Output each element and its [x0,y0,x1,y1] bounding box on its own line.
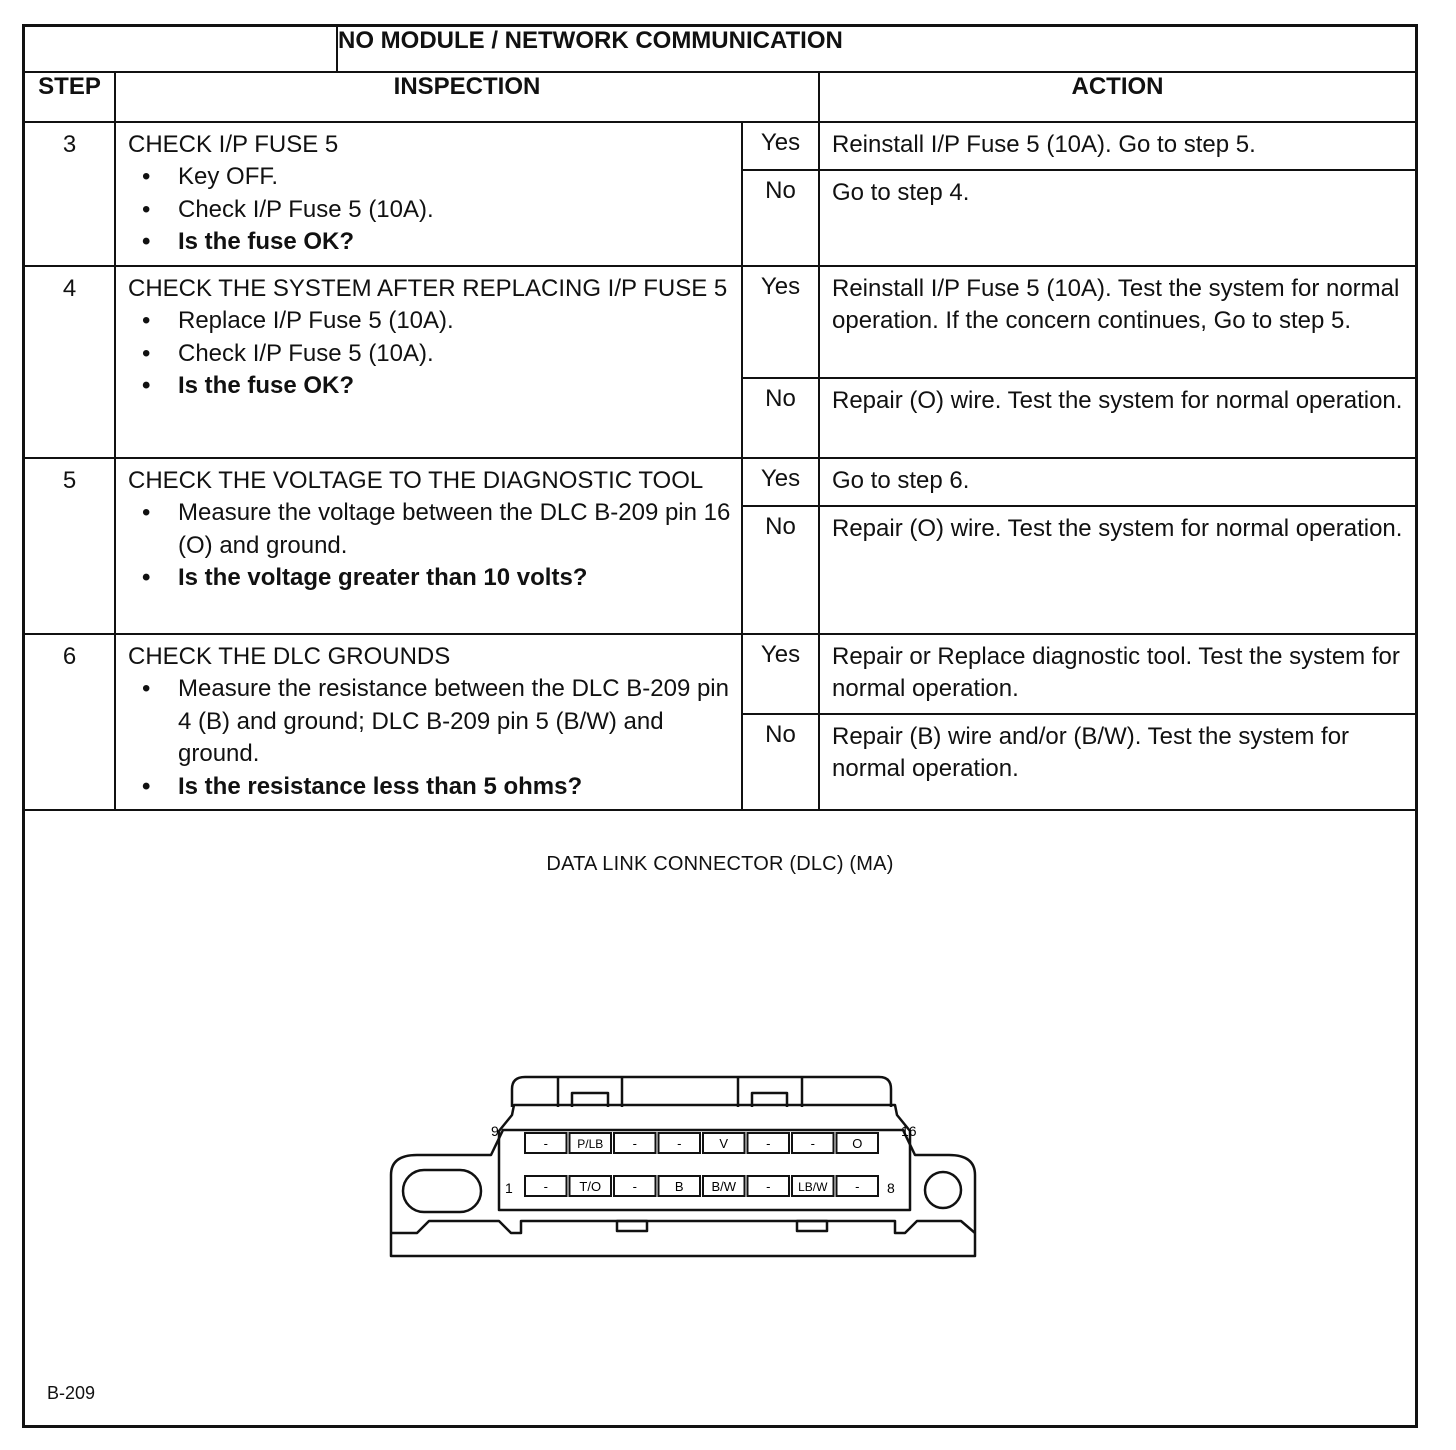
inspection-bullet: • Measure the resistance between the DLC B-209 pin 4 (B) and ground; DLC B-209 pin 5 (B/W) and ground. [128,673,733,770]
figure-title: DATA LINK CONNECTOR (DLC) (MA) [546,853,894,875]
bottom-tab [797,1221,827,1231]
yes-action: Go to step 6. [819,458,1415,506]
no-label: No [742,506,819,634]
inspection-cell [115,122,742,266]
inspection-heading: CHECK THE VOLTAGE TO THE DIAGNOSTIC TOOL [128,467,704,494]
top-pin-label: - [677,1136,682,1151]
pin-number-8: 8 [887,1180,895,1196]
no-action: Repair (B) wire and/or (B/W). Test the system for normal operation. [819,714,1415,810]
top-pin-label: V [719,1136,729,1151]
inspection-heading: CHECK THE SYSTEM AFTER REPLACING I/P FUSE 5 [128,275,728,302]
left-mount-hole [403,1170,481,1212]
no-label: No [742,170,819,266]
inspection-heading: CHECK I/P FUSE 5 [128,131,339,158]
bottom-pin-label: - [632,1179,637,1194]
pin-number-16: 16 [901,1123,917,1139]
header-step: STEP [25,72,115,122]
header-inspection: INSPECTION [115,72,819,122]
top-pin-label: - [766,1136,771,1151]
table-row [25,458,1415,506]
table-row [25,122,1415,170]
yes-label: Yes [742,458,819,506]
top-pin-label: P/LB [577,1137,604,1151]
title-blank-cell [25,27,337,72]
inspection-cell [115,634,742,810]
inspection-bullet: • Check I/P Fuse 5 (10A). [128,338,733,370]
connector-top-housing [512,1077,891,1107]
diagnostic-frame [22,24,1418,1428]
yes-label: Yes [742,122,819,170]
bottom-pin-label: B/W [711,1179,737,1194]
bottom-pin-label: LB/W [798,1180,828,1194]
step-number: 5 [25,458,115,634]
inspection-cell [115,266,742,458]
dlc-connector-diagram [25,815,1415,1425]
top-pin-label: - [632,1136,637,1151]
inspection-list [128,497,733,594]
connector-figure [25,815,1415,1425]
inspection-list [128,161,733,258]
connector-base-line [391,1221,975,1233]
connector-code: B-209 [47,1383,96,1403]
pin-number-9: 9 [491,1123,499,1139]
header-action: ACTION [819,72,1415,122]
inspection-bullet: • Measure the voltage between the DLC B-209 pin 16 (O) and ground. [128,497,733,562]
top-pin-label: - [810,1136,815,1151]
inspection-bullet: • Replace I/P Fuse 5 (10A). [128,305,733,337]
no-action: Repair (O) wire. Test the system for normal operation. [819,378,1415,458]
inspection-heading: CHECK THE DLC GROUNDS [128,643,451,670]
inspection-question: • Is the fuse OK? [128,370,733,402]
inspection-question: • Is the voltage greater than 10 volts? [128,562,733,594]
diagnostic-table [25,27,1415,811]
inspection-bullet: • Check I/P Fuse 5 (10A). [128,194,733,226]
inspection-list [128,673,733,803]
top-pin-label: - [543,1136,548,1151]
no-label: No [742,714,819,810]
pin-number-1: 1 [505,1180,513,1196]
table-row [25,634,1415,714]
inspection-bullet: • Key OFF. [128,161,733,193]
bottom-pin-label: - [543,1179,548,1194]
yes-action: Repair or Replace diagnostic tool. Test the system for normal operation. [819,634,1415,714]
right-mount-hole [925,1172,961,1208]
yes-action: Reinstall I/P Fuse 5 (10A). Test the system for normal operation. If the concern continues, Go to step 5. [819,266,1415,378]
no-label: No [742,378,819,458]
no-action: Go to step 4. [819,170,1415,266]
yes-label: Yes [742,634,819,714]
bottom-pin-label: - [855,1179,860,1194]
table-title: NO MODULE / NETWORK COMMUNICATION [337,27,1415,72]
inspection-list [128,305,733,402]
inspection-cell [115,458,742,634]
bottom-tab [617,1221,647,1231]
bottom-pin-label: T/O [579,1179,602,1194]
inspection-question: • Is the resistance less than 5 ohms? [128,771,733,803]
yes-label: Yes [742,266,819,378]
bottom-pin-label: - [766,1179,771,1194]
step-number: 4 [25,266,115,458]
inspection-question: • Is the fuse OK? [128,226,733,258]
connector-body [499,1105,910,1210]
yes-action: Reinstall I/P Fuse 5 (10A). Go to step 5. [819,122,1415,170]
step-number: 3 [25,122,115,266]
top-pin-label: O [852,1136,863,1151]
step-number: 6 [25,634,115,810]
bottom-pin-label: B [674,1179,684,1194]
table-row [25,266,1415,378]
no-action: Repair (O) wire. Test the system for normal operation. [819,506,1415,634]
